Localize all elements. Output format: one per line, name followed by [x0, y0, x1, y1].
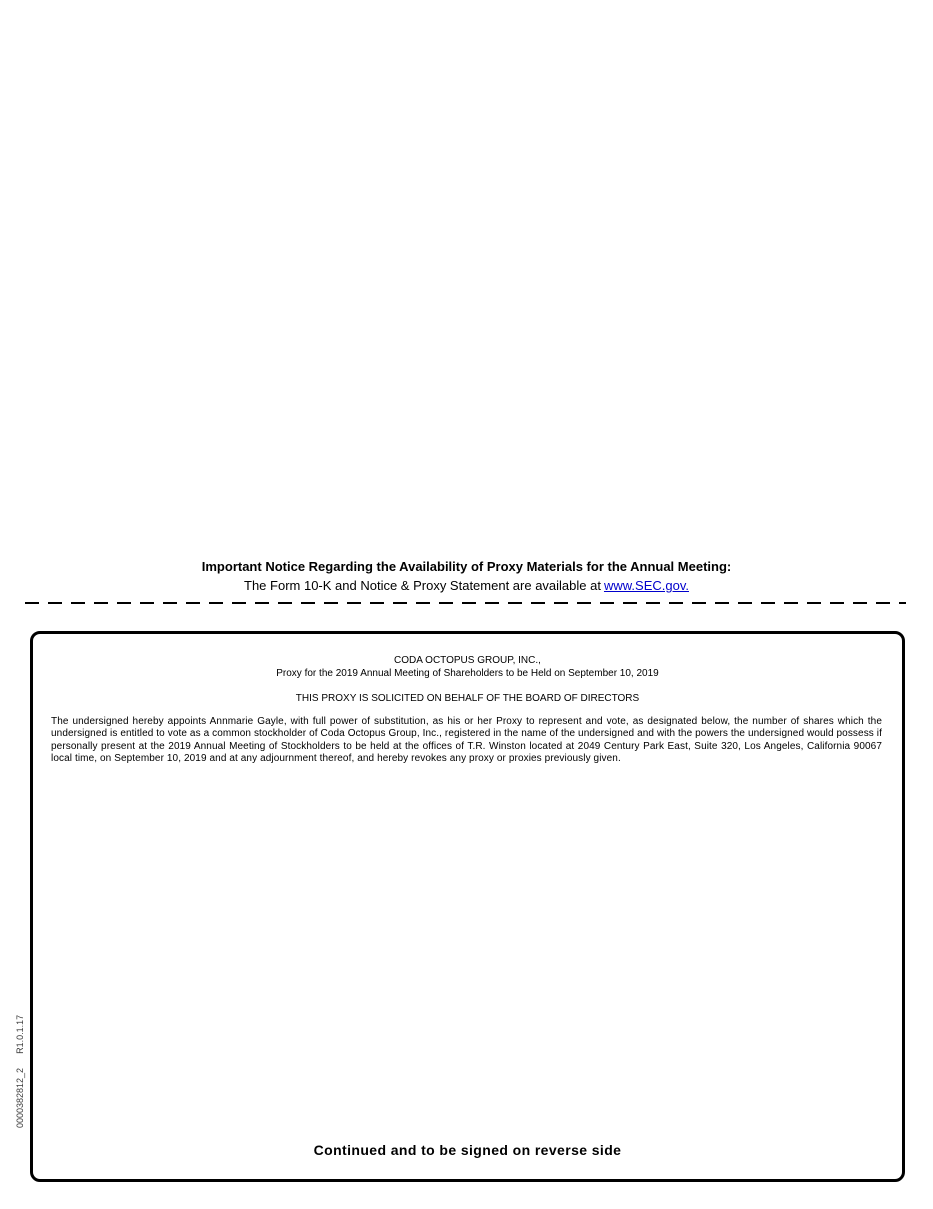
appointment-paragraph: The undersigned hereby appoints Annmarie Gayle, with full power of substitution, as his or her Proxy to represent and vote, as designated below, the number of shares which the undersigned is entitled to vote as a common stockholder of Coda Octopus Group, Inc., registered in the name of the undersigned and with the powers the undersigned would possess if personally present at the 2019 Annual Meeting of Stockholders to be held at the offices of T.R. Winston located at 2049 Century Park East, Suite 320, Los Angeles, California 90067 local time, on September 10, 2019 and at any adjournment thereof, and hereby revokes any proxy or proxies previously given. — [51, 716, 882, 765]
solicitation-statement: THIS PROXY IS SOLICITED ON BEHALF OF THE BOARD OF DIRECTORS — [295, 693, 640, 704]
proxy-card-box — [30, 631, 905, 1182]
dashed-separator — [25, 602, 906, 604]
sec-gov-link[interactable]: www.SEC.gov. — [603, 578, 689, 593]
availability-text: The Form 10-K and Notice & Proxy Statement are available at — [244, 578, 601, 593]
revision-code: R1.0.1.17 — [15, 1014, 25, 1054]
form-id-code: 0000382812_2 — [15, 1067, 25, 1128]
notice-availability-line — [0, 578, 933, 594]
continued-footer: Continued and to be signed on reverse side — [313, 1142, 622, 1158]
meeting-title: Proxy for the 2019 Annual Meeting of Shareholders to be Held on September 10, 2019 — [276, 668, 659, 679]
notice-heading: Important Notice Regarding the Availability of Proxy Materials for the Annual Meeting: — [201, 559, 732, 574]
sidebar-form-code — [15, 1015, 26, 1128]
company-name: CODA OCTOPUS GROUP, INC., — [394, 655, 541, 666]
